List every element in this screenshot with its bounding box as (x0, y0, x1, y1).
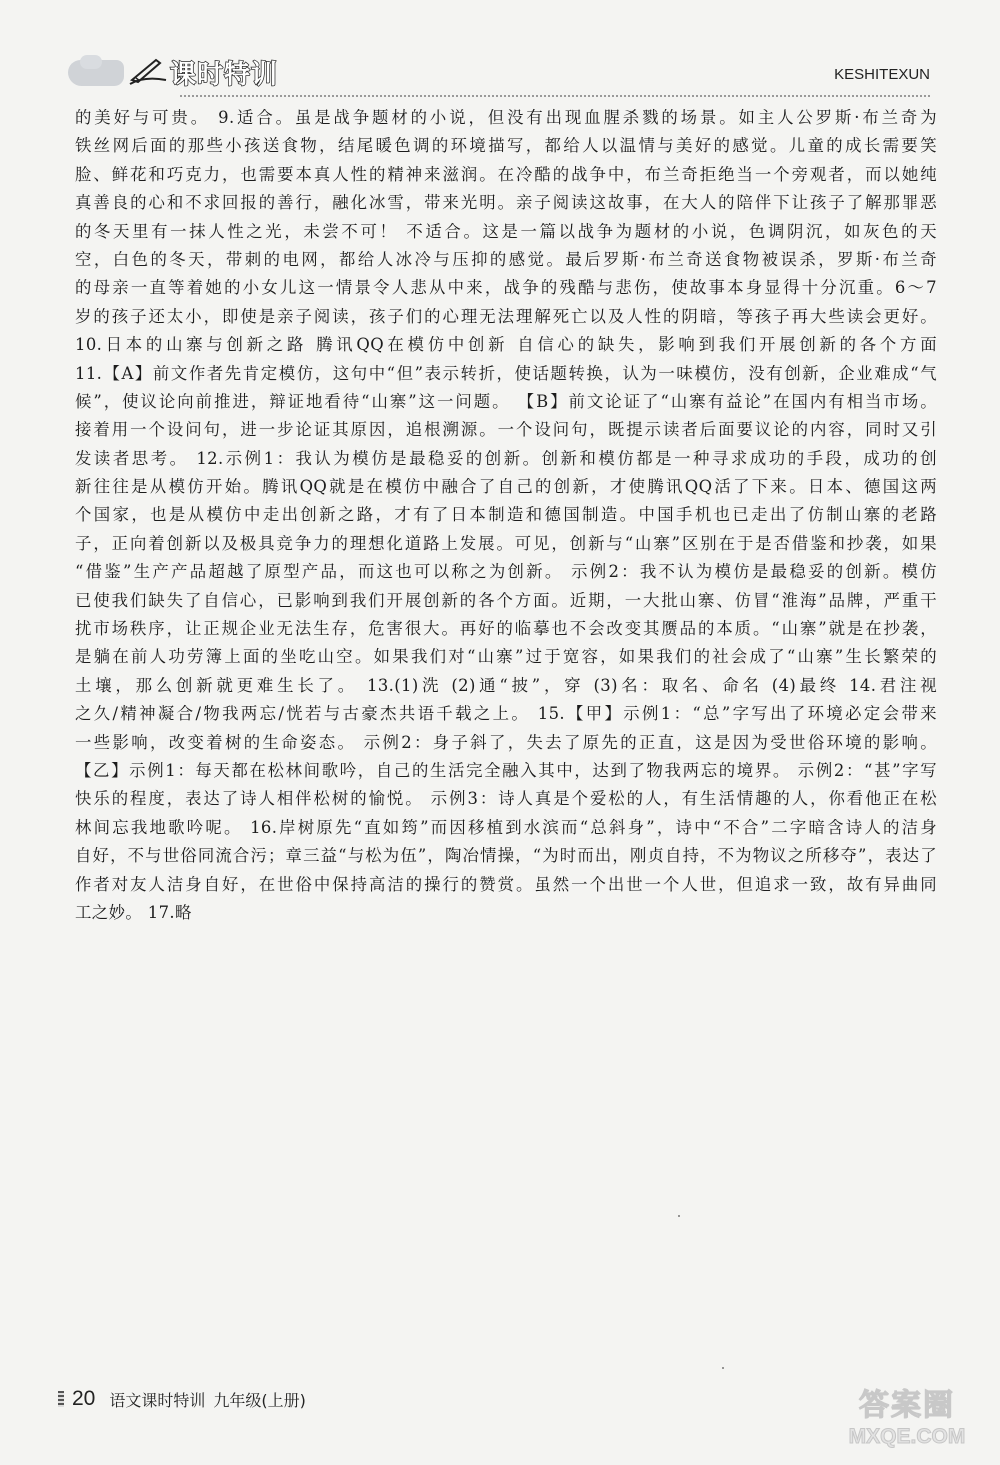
watermark-url: MXQE.COM (848, 1425, 966, 1448)
text-line: 真善良的心和不求回报的善行，融化冰雪，带来光明。亲子阅读这故事，在大人的陪伴下让孩子了解那罪恶 (75, 193, 937, 213)
text-line: 一些影响，改变着树的生命姿态。 示例2：身子斜了，失去了原先的正直，这是因为受世俗环境的影响。 (75, 732, 937, 752)
text-line: 空，白色的冬天，带刺的电网，都给人冰冷与压抑的感觉。最后罗斯·布兰奇送食物被误杀，罗斯·布兰奇 (75, 249, 937, 269)
text-line: 的冬天里有一抹人性之光，未尝不可！ 不适合。这是一篇以战争为题材的小说，色调阴沉，如灰色的天 (75, 221, 937, 241)
footer-mark-icon (58, 1391, 64, 1407)
scan-speck (722, 1367, 724, 1369)
book-title: 语文课时特训 (109, 1390, 206, 1410)
text-line: 土壤，那么创新就更难生长了。 13.(1)洗 (2)通“披”，穿 (3)名：取名、命名 (4)最终 14.君注视 (75, 675, 937, 695)
text-line: 11.【A】前文作者先肯定模仿，这句中“但”表示转折，使话题转换，认为一味模仿，没有创新，企业难成“气 (75, 363, 937, 383)
watermark-logo: 答案圈 (859, 1388, 955, 1423)
text-line: 新往往是从模仿开始。腾讯QQ就是在模仿中融合了自己的创新，才使腾讯QQ活了下来。日本、德国这两 (75, 477, 937, 497)
text-line: 脸、鲜花和巧克力，也需要本真人性的精神来滋润。在冷酷的战争中，布兰奇拒绝当一个旁观者，而以她纯 (75, 164, 937, 184)
logo-decoration-small (80, 55, 102, 69)
text-line: 发读者思考。 12.示例1：我认为模仿是最稳妥的创新。创新和模仿都是一种寻求成功的手段，成功的创 (75, 448, 937, 468)
text-line: 工之妙。 17.略 (75, 902, 192, 922)
text-line: 之久/精神凝合/物我两忘/恍若与古豪杰共语千载之上。 15.【甲】示例1：“总”字写出了环境必定会带来 (75, 704, 937, 724)
pen-icon (126, 54, 170, 86)
text-line: 的母亲一直等着她的小女儿这一情景令人悲从中来，战争的残酷与悲伤，使故事本身显得十分沉重。6～7 (75, 278, 937, 298)
scan-speck (678, 1215, 680, 1217)
page-number: 20 (72, 1387, 96, 1410)
header-divider (180, 95, 930, 97)
text-line: 扰市场秩序，让正规企业无法生存，危害很大。再好的临摹也不会改变其赝品的本质。“山寨”就是在抄袭， (75, 619, 937, 639)
answer-text-body (75, 104, 937, 927)
text-line: 接着用一个设问句，进一步论证其原因，追根溯源。一个设问句，既提示读者后面要议论的内容，同时又引 (75, 420, 937, 440)
text-line: 已使我们缺失了自信心，已影响到我们开展创新的各个方面。近期，一大批山寨、仿冒“淮海”品牌，严重干 (75, 590, 937, 610)
text-line: 子，正向着创新以及极具竞争力的理想化道路上发展。可见，创新与“山寨”区别在于是否借鉴和抄袭，如果 (75, 533, 937, 553)
grade-label: 九年级(上册) (213, 1390, 306, 1410)
text-line: 的美好与可贵。 9.适合。虽是战争题材的小说，但没有出现血腥杀戮的场景。如主人公罗斯·布兰奇为 (75, 108, 937, 127)
text-line: 候”，使议论向前推进，辩证地看待“山寨”这一问题。 【B】前文论证了“山寨有益论”在国内有相当市场。 (75, 391, 937, 411)
page-footer (58, 1386, 306, 1412)
text-line: “借鉴”生产产品超越了原型产品，而这也可以称之为创新。 示例2：我不认为模仿是最稳妥的创新。模仿 (75, 562, 937, 582)
text-line: 岁的孩子还太小，即使是亲子阅读，孩子们的心理无法理解死亡以及人性的阴暗，等孩子再大些读会更好。 (75, 306, 937, 326)
text-line: 作者对友人洁身自好，在世俗中保持高洁的操行的赞赏。虽然一个出世一个人世，但追求一致，故有异曲同 (75, 874, 937, 894)
text-line: 林间忘我地歌吟呢。 16.岸树原先“直如筠”而因移植到水滨而“总斜身”，诗中“不合”二字暗含诗人的洁身 (75, 817, 937, 837)
text-line: 自好，不与世俗同流合污；章三益“与松为伍”，陶冶情操，“为时而出，刚贞自持，不为物议之所移夺”，表达了 (75, 846, 937, 866)
text-line: 个国家，也是从模仿中走出创新之路，才有了日本制造和德国制造。中国手机也已走出了仿制山寨的老路 (75, 505, 937, 525)
text-line: 【乙】示例1：每天都在松林间歌吟，自己的生活完全融入其中，达到了物我两忘的境界。 示例2：“甚”字写 (75, 760, 937, 780)
page-header (0, 0, 1000, 100)
text-line: 快乐的程度，表达了诗人相伴松树的愉悦。 示例3：诗人真是个爱松的人，有生活情趣的人，你看他正在松 (75, 789, 937, 809)
logo-title: 课时特训 (170, 60, 279, 90)
site-watermark (832, 1387, 982, 1457)
text-line: 铁丝网后面的那些小孩送食物，结尾暖色调的环境描写，都给人以温情与美好的感觉。儿童的成长需要笑 (75, 136, 937, 156)
text-line: 10.日本的山寨与创新之路 腾讯QQ在模仿中创新 自信心的缺失，影响到我们开展创新的各个方面 (75, 335, 937, 355)
text-line: 是躺在前人功劳簿上面的坐吃山空。如果我们对“山寨”过于宽容，如果我们的社会成了“山寨”生长繁荣的 (75, 647, 937, 667)
brand-name: KESHITEXUN (834, 66, 930, 83)
